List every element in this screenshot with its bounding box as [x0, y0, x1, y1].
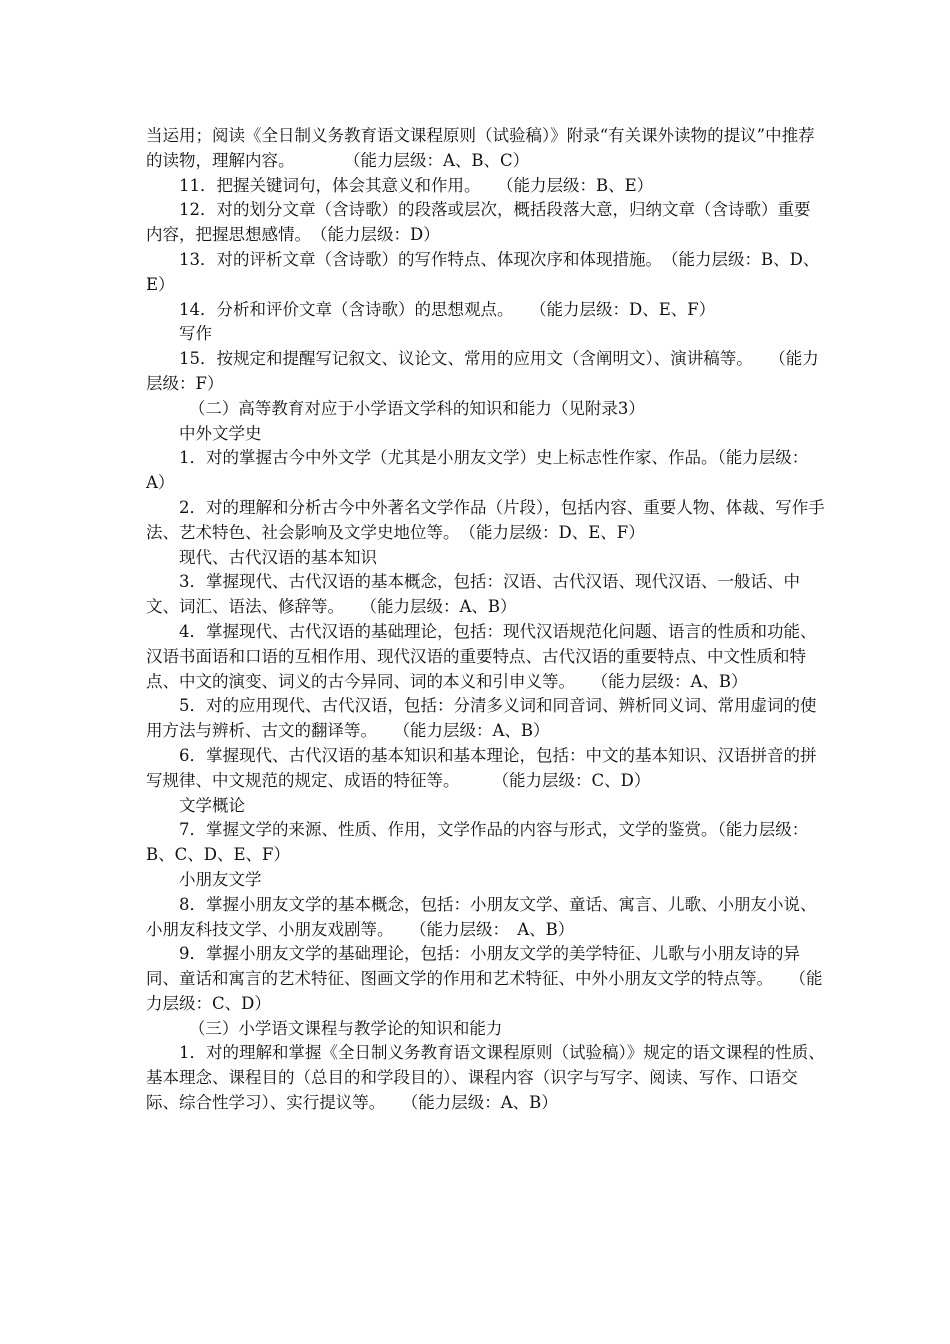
item-9: 9．掌握小朋友文学的基础理论，包括：小朋友文学的美学特征、儿歌与小朋友诗的异同、童话和寓言的艺术特征、图画文学的作用和艺术特征、中外小朋友文学的特点等。 （能力层级：C、D） — [146, 944, 823, 1013]
item-1: 1．对的掌握古今中外文学（尤其是小朋友文学）史上标志性作家、作品。（能力层级：A） — [146, 448, 809, 493]
item-2: 2．对的理解和分析古今中外著名文学作品（片段），包括内容、重要人物、体裁、写作手法、艺术特色、社会影响及文学史地位等。 （能力层级：D、E、F） — [146, 497, 825, 542]
item-1-section-3: 1．对的理解和掌握《全日制义务教育语文课程原则（试验稿）》规定的语文课程的性质、基本理念、课程目的（总目的和学段目的）、课程内容（识字与写字、阅读、写作、口语交际、综合性学习）、实行提议等。 （能力层级：A、B） — [146, 1043, 825, 1113]
section-3-heading: （三）小学语文课程与教学论的知识和能力 — [188, 1018, 503, 1038]
item-13: 13．对的评析文章（含诗歌）的写作特点、体现次序和体现措施。 （能力层级：B、D、E） — [146, 249, 820, 294]
item-4: 4．掌握现代、古代汉语的基础理论，包括：现代汉语规范化问题、语言的性质和功能、汉语书面语和口语的互相作用、现代汉语的重要特点、古代汉语的重要特点、中文性质和特点、中文的演变、词义的古今异同、词的本义和引申义等。 （能力层级：A、B） — [146, 621, 817, 691]
item-3: 3．掌握现代、古代汉语的基本概念，包括：汉语、古代汉语、现代汉语、一般话、中文、词汇、语法、修辞等。 （能力层级：A、B） — [146, 572, 800, 617]
item-14: 14．分析和评价文章（含诗歌）的思想观点。 （能力层级：D、E、F） — [179, 299, 716, 319]
heading-literature-history: 中外文学史 — [179, 423, 262, 443]
document-body — [146, 124, 826, 1116]
heading-literary-theory: 文学概论 — [179, 795, 245, 815]
heading-chinese-language: 现代、古代汉语的基本知识 — [179, 547, 377, 567]
item-6: 6．掌握现代、古代汉语的基本知识和基本理论，包括：中文的基本知识、汉语拼音的拼写规律、中文规范的规定、成语的特征等。 （能力层级：C、D） — [146, 745, 817, 790]
heading-writing: 写作 — [179, 324, 212, 344]
item-11: 11．把握关键词句，体会其意义和作用。 （能力层级：B、E） — [179, 175, 654, 195]
paragraph-continuation: 当运用；阅读《全日制义务教育语文课程原则（试验稿）》附录“有关课外读物的提议”中推荐的读物，理解内容。 （能力层级：A、B、C） — [146, 126, 815, 170]
section-2-heading: （二）高等教育对应于小学语文学科的知识和能力（见附录3） — [188, 398, 645, 418]
item-8: 8．掌握小朋友文学的基本概念，包括：小朋友文学、童话、寓言、儿歌、小朋友小说、小朋友科技文学、小朋友戏剧等。 （能力层级： A、B） — [146, 894, 817, 939]
item-7: 7．掌握文学的来源、性质、作用，文学作品的内容与形式，文学的鉴赏。（能力层级：B、C、D、E、F） — [146, 820, 809, 865]
heading-children-literature: 小朋友文学 — [179, 869, 262, 889]
item-12: 12．对的划分文章（含诗歌）的段落或层次，概括段落大意，归纳文章（含诗歌）重要内容，把握思想感情。 （能力层级：D） — [146, 200, 811, 245]
item-5: 5．对的应用现代、古代汉语，包括：分清多义词和同音词、辨析同义词、常用虚词的使用方法与辨析、古文的翻译等。 （能力层级：A、B） — [146, 696, 817, 741]
item-15: 15．按规定和提醒写记叙文、议论文、常用的应用文（含阐明文）、演讲稿等。 （能力层级：F） — [146, 349, 819, 393]
